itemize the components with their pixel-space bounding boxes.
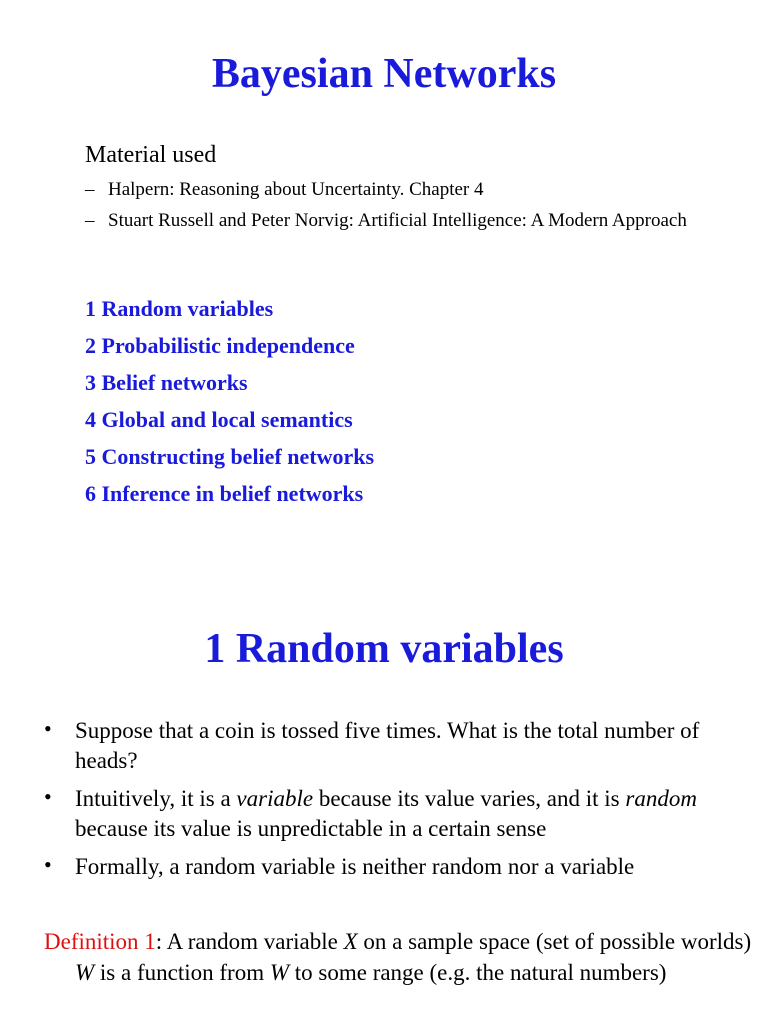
toc-item: 3 Belief networks <box>85 370 248 395</box>
dash-bullet-icon: – <box>85 210 95 231</box>
bullet-item: • Formally, a random variable is neither random nor a variable <box>44 852 635 879</box>
dash-bullet-icon: – <box>85 179 95 200</box>
bullet-icon: • <box>44 716 52 741</box>
page-title: Bayesian Networks <box>211 51 557 97</box>
toc-item: 5 Constructing belief networks <box>85 444 375 469</box>
reference-item: – Halpern: Reasoning about Uncertainty. Chapter 4 <box>85 179 484 200</box>
reference-item: – Stuart Russell and Peter Norvig: Artificial Intelligence: A Modern Approach <box>85 210 687 231</box>
definition-block: Definition 1: A random variable X on a sample space (set of possible worlds) W is a function from W to some range (e.g. the natural numbers) <box>44 929 752 985</box>
bullet-icon: • <box>44 784 52 809</box>
toc-item: 1 Random variables <box>85 296 274 321</box>
bullet-item: • Intuitively, it is a variable because its value varies, and it is random because its value is unpredictable in a certain sense <box>44 784 697 841</box>
definition-label: Definition 1 <box>44 929 156 954</box>
bullet-item: • Suppose that a coin is tossed five times. What is the total number of heads? <box>44 716 700 773</box>
reference-list <box>85 177 725 239</box>
toc-item: 6 Inference in belief networks <box>85 481 364 506</box>
bullet-icon: • <box>44 852 52 877</box>
table-of-contents <box>85 290 374 512</box>
toc-item: 2 Probabilistic independence <box>85 333 355 358</box>
toc-item: 4 Global and local semantics <box>85 407 353 432</box>
section-title: 1 Random variables <box>204 626 564 672</box>
bullet-list <box>44 716 734 890</box>
material-heading: Material used <box>85 142 217 168</box>
